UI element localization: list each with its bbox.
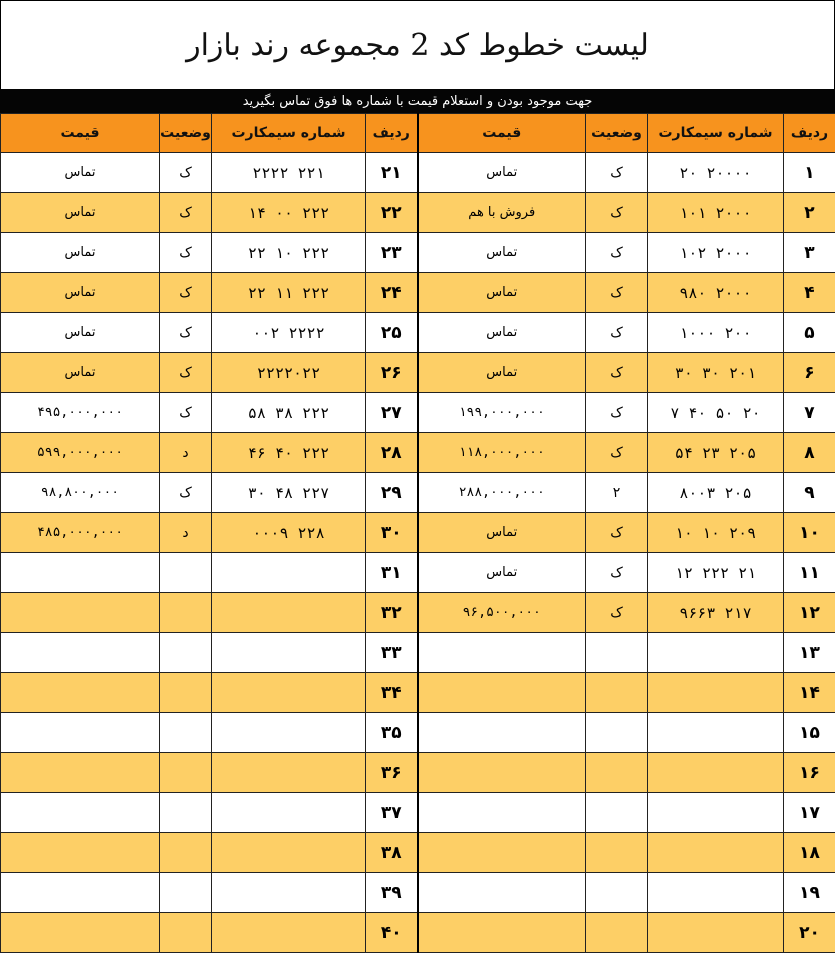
sim-number-cell xyxy=(212,673,366,713)
sim-number-table xyxy=(0,113,835,953)
price-cell: تماس xyxy=(418,273,586,313)
price-cell xyxy=(1,633,160,673)
price-cell: تماس xyxy=(418,233,586,273)
price-cell: تماس xyxy=(1,233,160,273)
sim-number-cell: ۲۲۲۲ ۰۰۲ xyxy=(212,313,366,353)
table-row xyxy=(1,193,835,233)
status-cell xyxy=(160,833,212,873)
price-cell: ۹۸,۸۰۰,۰۰۰ xyxy=(1,473,160,513)
header-row-number: ردیف xyxy=(366,114,418,153)
price-cell xyxy=(418,673,586,713)
row-index-cell: ۲۷ xyxy=(366,393,418,433)
header-sim-number: شماره سیمکارت xyxy=(212,114,366,153)
row-index-cell: ۲۳ xyxy=(366,233,418,273)
row-index-cell: ۱۱ xyxy=(784,553,835,593)
sim-number-cell: ۲۰۱ ۳۰ ۳۰ xyxy=(648,353,784,393)
status-cell xyxy=(160,553,212,593)
row-index-cell: ۳ xyxy=(784,233,835,273)
row-index-cell: ۱۹ xyxy=(784,873,835,913)
status-cell xyxy=(586,873,648,913)
price-cell xyxy=(1,873,160,913)
sim-number-cell: ۲۲۱ ۲۲۲۲ xyxy=(212,153,366,193)
status-cell xyxy=(160,713,212,753)
row-index-cell: ۱۵ xyxy=(784,713,835,753)
price-cell: ۴۹۵,۰۰۰,۰۰۰ xyxy=(1,393,160,433)
row-index-cell: ۳۰ xyxy=(366,513,418,553)
table-row xyxy=(1,433,835,473)
row-index-cell: ۲۴ xyxy=(366,273,418,313)
sim-number-cell xyxy=(648,913,784,953)
sim-number-cell xyxy=(212,913,366,953)
table-row xyxy=(1,393,835,433)
price-cell: ۹۶,۵۰۰,۰۰۰ xyxy=(418,593,586,633)
status-cell xyxy=(586,833,648,873)
sim-number-cell xyxy=(212,553,366,593)
status-cell xyxy=(586,673,648,713)
sim-number-cell: ۲۰۰۰ ۱۰۲ xyxy=(648,233,784,273)
status-cell: ک xyxy=(586,313,648,353)
table-row xyxy=(1,713,835,753)
status-cell: ک xyxy=(160,393,212,433)
status-cell xyxy=(160,873,212,913)
price-cell xyxy=(418,913,586,953)
table-row xyxy=(1,833,835,873)
sim-number-cell: ۲۲۷ ۴۸ ۳۰ xyxy=(212,473,366,513)
status-cell: ک xyxy=(586,433,648,473)
status-cell xyxy=(160,673,212,713)
subtitle-bar: جهت موجود بودن و استعلام قیمت با شماره ها فوق تماس بگیرید xyxy=(0,89,835,113)
row-index-cell: ۳۵ xyxy=(366,713,418,753)
row-index-cell: ۱۶ xyxy=(784,753,835,793)
status-cell: ک xyxy=(160,273,212,313)
row-index-cell: ۹ xyxy=(784,473,835,513)
price-cell xyxy=(418,753,586,793)
status-cell: د xyxy=(160,513,212,553)
sim-number-cell xyxy=(648,673,784,713)
status-cell: ک xyxy=(586,513,648,553)
row-index-cell: ۴ xyxy=(784,273,835,313)
status-cell: ک xyxy=(160,193,212,233)
table-row xyxy=(1,913,835,953)
header-price: قیمت xyxy=(418,114,586,153)
sim-number-cell xyxy=(648,633,784,673)
status-cell: ک xyxy=(586,553,648,593)
price-cell: فروش با هم xyxy=(418,193,586,233)
price-cell: تماس xyxy=(418,553,586,593)
price-cell: تماس xyxy=(418,153,586,193)
price-cell xyxy=(1,793,160,833)
sim-number-cell: ۲۱۷ ۹۶۶۳ xyxy=(648,593,784,633)
sim-number-cell: ۲۰ ۵۰ ۴۰ ۷ xyxy=(648,393,784,433)
price-cell xyxy=(418,873,586,913)
price-cell: تماس xyxy=(1,313,160,353)
price-cell xyxy=(1,673,160,713)
header-status: وضعیت xyxy=(586,114,648,153)
status-cell: ک xyxy=(160,233,212,273)
sim-number-cell: ۲۰۹ ۱۰ ۱۰ xyxy=(648,513,784,553)
row-index-cell: ۵ xyxy=(784,313,835,353)
status-cell: ک xyxy=(586,393,648,433)
table-row xyxy=(1,473,835,513)
price-cell: تماس xyxy=(418,353,586,393)
price-cell: تماس xyxy=(1,273,160,313)
price-cell: تماس xyxy=(418,313,586,353)
sim-number-cell: ۲۰۰۰ ۹۸۰ xyxy=(648,273,784,313)
status-cell: ک xyxy=(160,313,212,353)
row-index-cell: ۲۶ xyxy=(366,353,418,393)
header-price: قیمت xyxy=(1,114,160,153)
status-cell: ک xyxy=(160,473,212,513)
row-index-cell: ۲۲ xyxy=(366,193,418,233)
price-cell: ۴۸۵,۰۰۰,۰۰۰ xyxy=(1,513,160,553)
sim-number-cell: ۲۰۰ ۱۰۰۰ xyxy=(648,313,784,353)
price-cell: تماس xyxy=(1,153,160,193)
price-cell xyxy=(418,833,586,873)
table-row xyxy=(1,793,835,833)
price-cell: تماس xyxy=(1,193,160,233)
price-cell xyxy=(1,593,160,633)
sim-number-cell: ۲۰۵ ۲۳ ۵۴ xyxy=(648,433,784,473)
price-cell xyxy=(1,833,160,873)
price-cell: ۲۸۸,۰۰۰,۰۰۰ xyxy=(418,473,586,513)
row-index-cell: ۲۰ xyxy=(784,913,835,953)
sim-number-cell xyxy=(648,713,784,753)
status-cell: د xyxy=(160,433,212,473)
table-row xyxy=(1,753,835,793)
sim-number-cell: ۲۰۰۰۰ ۲۰ xyxy=(648,153,784,193)
status-cell: ک xyxy=(586,273,648,313)
table-row xyxy=(1,513,835,553)
status-cell xyxy=(586,753,648,793)
price-cell: ۵۹۹,۰۰۰,۰۰۰ xyxy=(1,433,160,473)
row-index-cell: ۱۷ xyxy=(784,793,835,833)
header-status: وضعیت xyxy=(160,114,212,153)
sim-number-cell xyxy=(648,873,784,913)
table-row xyxy=(1,313,835,353)
sim-number-cell xyxy=(212,593,366,633)
row-index-cell: ۶ xyxy=(784,353,835,393)
sim-number-cell: ۲۲۲۲۰۲۲ xyxy=(212,353,366,393)
table-header-row xyxy=(1,114,835,153)
status-cell xyxy=(586,713,648,753)
sim-number-cell: ۲۱ ۲۲۲ ۱۲ xyxy=(648,553,784,593)
row-index-cell: ۲۵ xyxy=(366,313,418,353)
price-cell xyxy=(1,753,160,793)
price-cell xyxy=(1,553,160,593)
price-cell: ۱۹۹,۰۰۰,۰۰۰ xyxy=(418,393,586,433)
table-row xyxy=(1,553,835,593)
sim-number-cell: ۲۲۲ ۰۰ ۱۴ xyxy=(212,193,366,233)
sim-number-cell: ۲۲۲ ۳۸ ۵۸ xyxy=(212,393,366,433)
table-row xyxy=(1,593,835,633)
row-index-cell: ۱۰ xyxy=(784,513,835,553)
sim-number-cell xyxy=(212,793,366,833)
price-cell: تماس xyxy=(1,353,160,393)
row-index-cell: ۱۴ xyxy=(784,673,835,713)
row-index-cell: ۲۸ xyxy=(366,433,418,473)
sim-number-cell: ۲۲۸ ۰۰۰۹ xyxy=(212,513,366,553)
sim-number-cell: ۲۲۲ ۴۰ ۴۶ xyxy=(212,433,366,473)
header-row-number: ردیف xyxy=(784,114,835,153)
table-row xyxy=(1,353,835,393)
table-row xyxy=(1,633,835,673)
status-cell xyxy=(586,793,648,833)
row-index-cell: ۱۳ xyxy=(784,633,835,673)
page-title: لیست خطوط کد 2 مجموعه رند بازار xyxy=(0,0,835,90)
sim-number-cell xyxy=(648,793,784,833)
row-index-cell: ۱ xyxy=(784,153,835,193)
status-cell xyxy=(586,633,648,673)
status-cell: ک xyxy=(586,193,648,233)
sim-number-cell: ۲۲۲ ۱۰ ۲۲ xyxy=(212,233,366,273)
table-row xyxy=(1,233,835,273)
status-cell xyxy=(586,913,648,953)
row-index-cell: ۱۸ xyxy=(784,833,835,873)
sim-number-cell xyxy=(648,833,784,873)
price-cell xyxy=(418,633,586,673)
status-cell xyxy=(160,633,212,673)
price-cell xyxy=(418,713,586,753)
row-index-cell: ۲۱ xyxy=(366,153,418,193)
price-cell xyxy=(1,913,160,953)
row-index-cell: ۳۴ xyxy=(366,673,418,713)
price-cell: ۱۱۸,۰۰۰,۰۰۰ xyxy=(418,433,586,473)
table-row xyxy=(1,673,835,713)
row-index-cell: ۷ xyxy=(784,393,835,433)
table-row xyxy=(1,873,835,913)
table-row xyxy=(1,273,835,313)
status-cell xyxy=(160,913,212,953)
status-cell: ۲ xyxy=(586,473,648,513)
row-index-cell: ۳۳ xyxy=(366,633,418,673)
sim-number-cell xyxy=(212,753,366,793)
sim-number-cell: ۲۰۰۰ ۱۰۱ xyxy=(648,193,784,233)
status-cell xyxy=(160,593,212,633)
row-index-cell: ۳۶ xyxy=(366,753,418,793)
row-index-cell: ۳۷ xyxy=(366,793,418,833)
row-index-cell: ۸ xyxy=(784,433,835,473)
status-cell: ک xyxy=(586,593,648,633)
row-index-cell: ۱۲ xyxy=(784,593,835,633)
row-index-cell: ۴۰ xyxy=(366,913,418,953)
status-cell xyxy=(160,793,212,833)
status-cell: ک xyxy=(586,153,648,193)
sim-number-cell xyxy=(212,873,366,913)
status-cell: ک xyxy=(160,153,212,193)
status-cell xyxy=(160,753,212,793)
sim-number-cell xyxy=(212,833,366,873)
row-index-cell: ۲۹ xyxy=(366,473,418,513)
row-index-cell: ۳۱ xyxy=(366,553,418,593)
table-row xyxy=(1,153,835,193)
sim-number-cell xyxy=(212,713,366,753)
status-cell: ک xyxy=(586,233,648,273)
sim-number-cell xyxy=(648,753,784,793)
status-cell: ک xyxy=(586,353,648,393)
status-cell: ک xyxy=(160,353,212,393)
row-index-cell: ۲ xyxy=(784,193,835,233)
sim-number-cell xyxy=(212,633,366,673)
sim-number-cell: ۲۰۵ ۸۰۰۳ xyxy=(648,473,784,513)
price-cell xyxy=(418,793,586,833)
price-cell: تماس xyxy=(418,513,586,553)
row-index-cell: ۳۲ xyxy=(366,593,418,633)
sim-number-cell: ۲۲۲ ۱۱ ۲۲ xyxy=(212,273,366,313)
row-index-cell: ۳۸ xyxy=(366,833,418,873)
row-index-cell: ۳۹ xyxy=(366,873,418,913)
price-cell xyxy=(1,713,160,753)
header-sim-number: شماره سیمکارت xyxy=(648,114,784,153)
